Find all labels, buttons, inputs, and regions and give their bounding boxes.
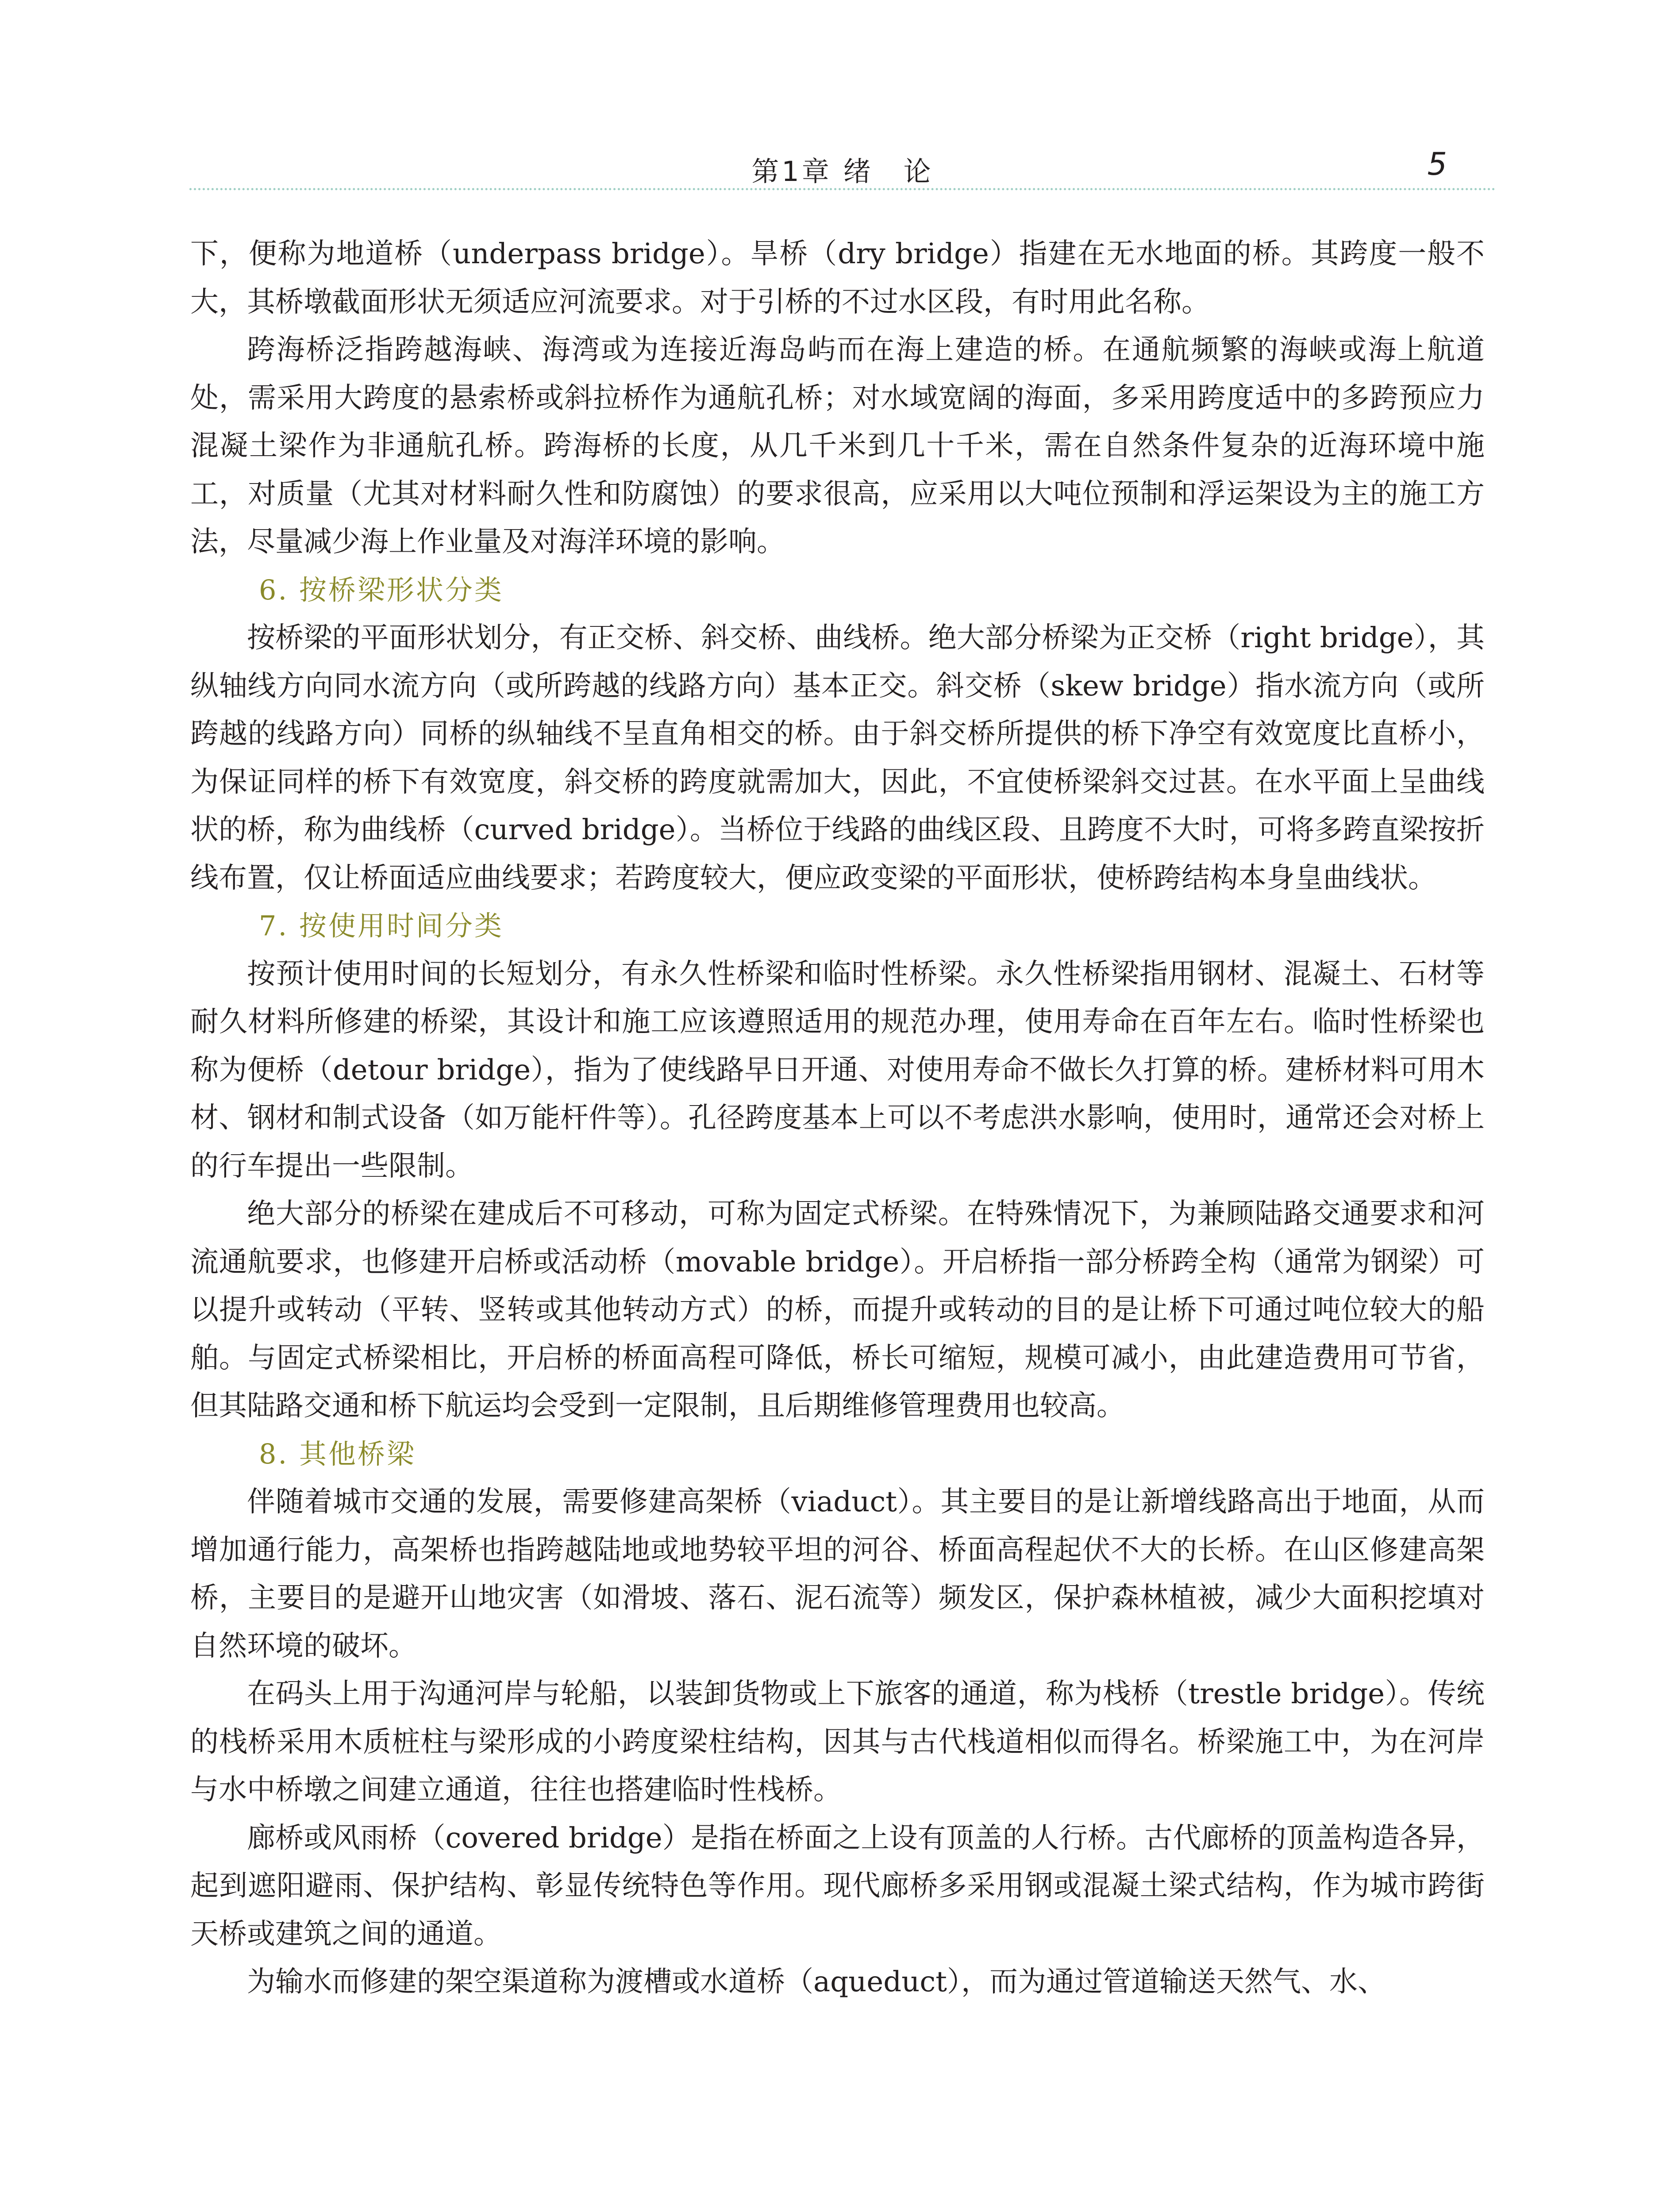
body-text: [190, 230, 1485, 2006]
paragraph: 伴随着城市交通的发展，需要修建高架桥（viaduct）。其主要目的是让新增线路高出于地面，从而增加通行能力，高架桥也指跨越陆地或地势较平坦的河谷、桥面高程起伏不大的长桥。在山区修建高架桥，主要目的是避开山地灾害（如滑坡、落石、泥石流等）频发区，保护森林植被，减少大面积挖填对自然环境的破坏。: [190, 1486, 1485, 1663]
paragraph: 廊桥或风雨桥（covered bridge）是指在桥面之上设有顶盖的人行桥。古代廊桥的顶盖构造各异，起到遮阳避雨、保护结构、彰显传统特色等作用。现代廊桥多采用钢或混凝土梁式结构，作为城市跨街天桥或建筑之间的通道。: [190, 1821, 1485, 1951]
running-header: [189, 146, 1496, 190]
page-number: 5: [1427, 146, 1447, 182]
paragraph: 绝大部分的桥梁在建成后不可移动，可称为固定式桥梁。在特殊情况下，为兼顾陆路交通要求和河流通航要求，也修建开启桥或活动桥（movable bridge）。开启桥指一部分桥跨全构（通常为钢梁）可以提升或转动（平转、竖转或其他转动方式）的桥，而提升或转动的目的是让桥下可通过吨位较大的船舶。与固定式桥梁相比，开启桥的桥面高程可降低，桥长可缩短，规模可减小，由此建造费用可节省，但其陆路交通和桥下航运均会受到一定限制，且后期维修管理费用也较高。: [190, 1198, 1485, 1422]
section-heading: 7. 按使用时间分类: [259, 910, 504, 942]
paragraph: 跨海桥泛指跨越海峡、海湾或为连接近海岛屿而在海上建造的桥。在通航频繁的海峡或海上航道处，需采用大跨度的悬索桥或斜拉桥作为通航孔桥；对水域宽阔的海面，多采用跨度适中的多跨预应力混凝土梁作为非通航孔桥。跨海桥的长度，从几千米到几十千米，需在自然条件复杂的近海环境中施工，对质量（尤其对材料耐久性和防腐蚀）的要求很高，应采用以大吨位预制和浮运架设为主的施工方法，尽量减少海上作业量及对海洋环境的影响。: [190, 334, 1485, 558]
paragraph: 按桥梁的平面形状划分，有正交桥、斜交桥、曲线桥。绝大部分桥梁为正交桥（right bridge），其纵轴线方向同水流方向（或所跨越的线路方向）基本正交。斜交桥（skew bridge）指水流方向（或所跨越的线路方向）同桥的纵轴线不呈直角相交的桥。由于斜交桥所提供的桥下净空有效宽度比直桥小，为保证同样的桥下有效宽度，斜交桥的跨度就需加大，因此，不宜使桥梁斜交过甚。在水平面上呈曲线状的桥，称为曲线桥（curved bridge）。当桥位于线路的曲线区段、且跨度不大时，可将多跨直梁按折线布置，仅让桥面适应曲线要求；若跨度较大，便应政变梁的平面形状，使桥跨结构本身皇曲线状。: [190, 622, 1485, 895]
header-divider: [189, 188, 1496, 190]
paragraph: 为输水而修建的架空渠道称为渡槽或水道桥（aqueduct），而为通过管道输送天然气、水、: [247, 1966, 1386, 1998]
paragraph: 按预计使用时间的长短划分，有永久性桥梁和临时性桥梁。永久性桥梁指用钢材、混凝土、石材等耐久材料所修建的桥梁，其设计和施工应该遵照适用的规范办理，使用寿命在百年左右。临时性桥梁也称为便桥（detour bridge），指为了使线路早日开通、对使用寿命不做长久打算的桥。建桥材料可用木材、钢材和制式设备（如万能杆件等）。孔径跨度基本上可以不考虑洪水影响，使用时，通常还会对桥上的行车提出一些限制。: [190, 957, 1485, 1183]
section-heading: 6. 按桥梁形状分类: [259, 573, 504, 606]
section-heading: 8. 其他桥梁: [259, 1437, 416, 1470]
paragraph: 下，便称为地道桥（underpass bridge）。旱桥（dry bridge）指建在无水地面的桥。其跨度一般不大，其桥墩截面形状无须适应河流要求。对于引桥的不过水区段，有时用此名称。: [190, 238, 1485, 319]
paragraph: 在码头上用于沟通河岸与轮船，以装卸货物或上下旅客的通道，称为栈桥（trestle bridge）。传统的栈桥采用木质桩柱与梁形成的小跨度梁柱结构，因其与古代栈道相似而得名。桥梁施工中，为在河岸与水中桥墩之间建立通道，往往也搭建临时性栈桥。: [190, 1678, 1485, 1806]
chapter-title: 第1章 绪 论: [751, 155, 934, 188]
